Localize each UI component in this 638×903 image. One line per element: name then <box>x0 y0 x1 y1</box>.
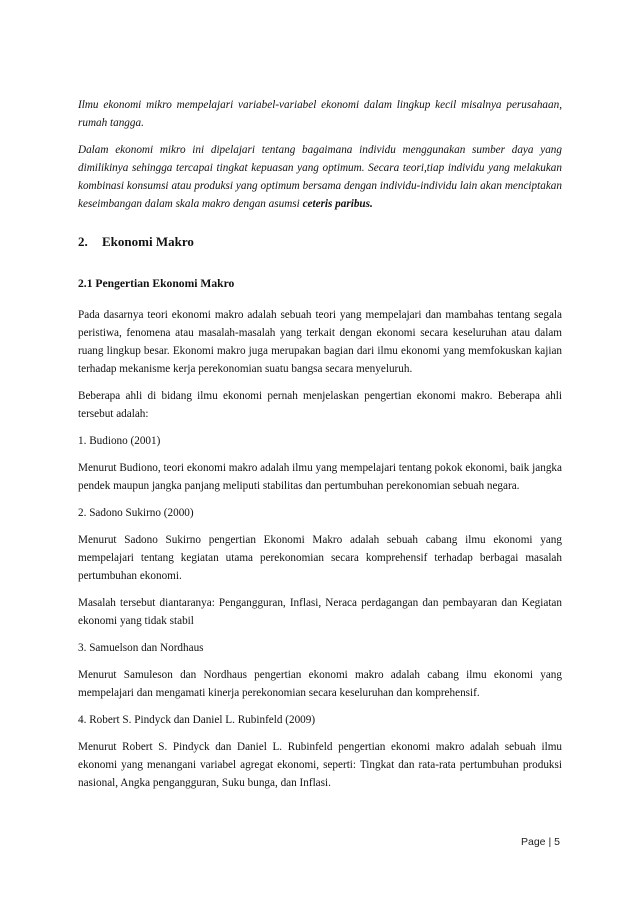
intro-paragraph-2-text: Dalam ekonomi mikro ini dipelajari tentang bagaimana individu menggunakan sumber daya yang dimilikinya sehingga tercapai tingkat kepuasan yang optimum. Secara teori,tiap individu yang melakukan kombinasi konsumsi atau produksi yang optimum bersama dengan individu-individu lain akan menciptakan keseimbangan dalam skala makro dengan asumsi <box>78 144 562 210</box>
expert-4-heading: 4. Robert S. Pindyck dan Daniel L. Rubinfeld (2009) <box>78 714 316 726</box>
document-page <box>78 96 562 792</box>
body-paragraph-1: Pada dasarnya teori ekonomi makro adalah sebuah teori yang mempelajari dan mambahas tentang segala peristiwa, fenomena atau masalah-masalah yang terkait dengan ekonomi secara keseluruhan atau dalam ruang lingkup besar. Ekonomi makro juga merupakan bagian dari ilmu ekonomi yang memfokuskan kajian terhadap mekanisme kerja perekonomian suatu bangsa secara menyeluruh. <box>78 309 562 375</box>
expert-3-heading: 3. Samuelson dan Nordhaus <box>78 642 204 654</box>
section-heading <box>78 233 562 251</box>
body-paragraph-2: Beberapa ahli di bidang ilmu ekonomi pernah menjelaskan pengertian ekonomi makro. Beberapa ahli tersebut adalah: <box>78 390 562 420</box>
expert-2-heading: 2. Sadono Sukirno (2000) <box>78 507 194 519</box>
expert-2-extra: Masalah tersebut diantaranya: Pengangguran, Inflasi, Neraca perdagangan dan pembayaran dan Kegiatan ekonomi yang tidak stabil <box>78 597 562 627</box>
subsection-heading: 2.1 Pengertian Ekonomi Makro <box>78 277 235 290</box>
expert-1-text: Menurut Budiono, teori ekonomi makro adalah ilmu yang mempelajari tentang pokok ekonomi, baik jangka pendek maupun jangka panjang meliputi stabilitas dan pertumbuhan perekonomian sebuah negara. <box>78 462 562 492</box>
expert-1-heading: 1. Budiono (2001) <box>78 435 161 447</box>
expert-4-text: Menurut Robert S. Pindyck dan Daniel L. Rubinfeld pengertian ekonomi makro adalah sebuah ilmu ekonomi yang menangani variabel agregat ekonomi, seperti: Tingkat dan rata-rata pertumbuhan produksi nasional, Angka pengangguran, Suku bunga, dan Inflasi. <box>78 741 562 789</box>
section-title: Ekonomi Makro <box>102 234 194 249</box>
intro-paragraph-2 <box>78 141 562 213</box>
page-number: Page | 5 <box>521 836 560 848</box>
expert-2-text: Menurut Sadono Sukirno pengertian Ekonomi Makro adalah sebuah cabang ilmu ekonomi yang mempelajari tentang kegiatan utama perekonomian secara komprehensif terhadap berbagai masalah pertumbuhan ekonomi. <box>78 534 562 582</box>
expert-3-text: Menurut Samuleson dan Nordhaus pengertian ekonomi makro adalah cabang ilmu ekonomi yang mempelajari dan mengamati kinerja perekonomian secara keseluruhan dan komprehensif. <box>78 669 562 699</box>
intro-paragraph-1: Ilmu ekonomi mikro mempelajari variabel-variabel ekonomi dalam lingkup kecil misalnya perusahaan, rumah tangga. <box>78 99 562 129</box>
ceteris-paribus-term: ceteris paribus. <box>302 198 373 210</box>
section-number: 2. <box>78 234 88 249</box>
